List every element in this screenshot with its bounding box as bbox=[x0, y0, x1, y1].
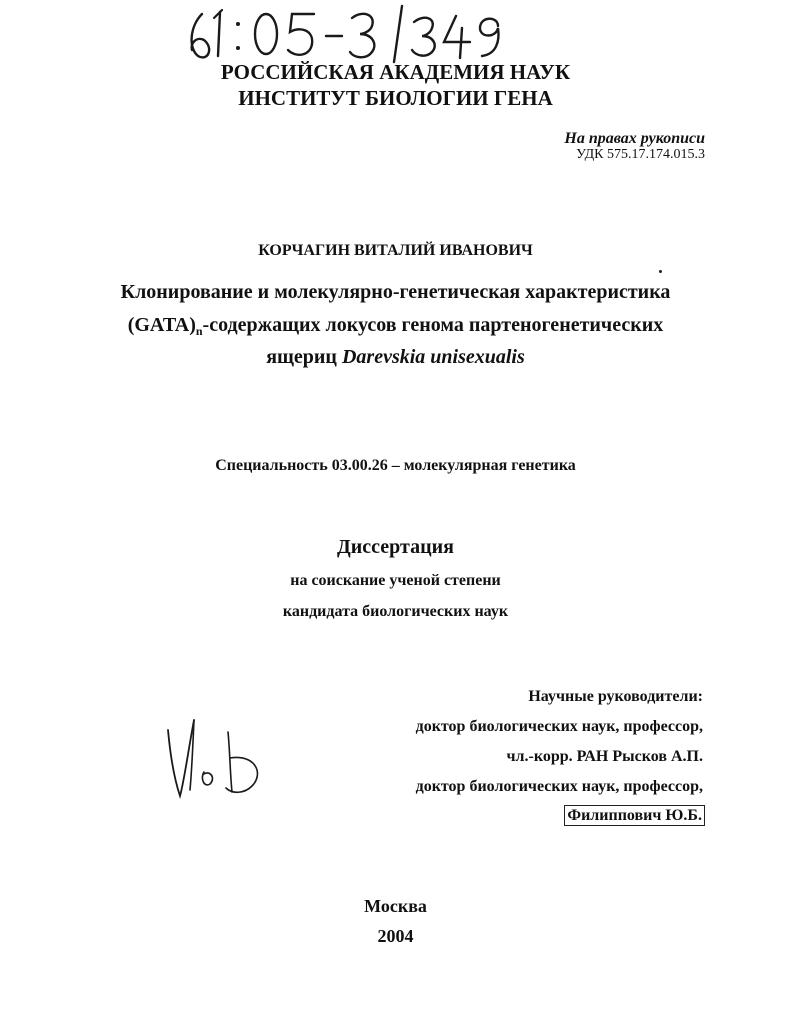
supervisor-2-name-boxed: Филиппович Ю.Б. bbox=[564, 805, 705, 826]
species-name: Darevskia unisexualis bbox=[341, 346, 525, 368]
title-line-2-suffix: -содержащих локусов генома партеногенетических bbox=[202, 314, 664, 336]
degree-purpose: на соискание ученой степени bbox=[290, 572, 501, 589]
handwritten-signature bbox=[160, 712, 270, 812]
supervisor-1-rank: доктор биологических наук, профессор, bbox=[415, 718, 703, 735]
title-line-3-prefix: ящериц bbox=[266, 346, 342, 368]
udk-code: УДК 575.17.174.015.3 bbox=[576, 147, 705, 162]
degree-name: кандидата биологических наук bbox=[282, 603, 509, 620]
supervisor-1-name: чл.-корр. РАН Рысков А.П. bbox=[506, 748, 703, 765]
manuscript-rights-note: На правах рукописи bbox=[564, 130, 705, 147]
thesis-title-line-1: Клонирование и молекулярно-генетическая характеристика bbox=[120, 281, 671, 303]
supervisors-heading: Научные руководители: bbox=[528, 688, 703, 705]
city: Москва bbox=[364, 896, 427, 916]
thesis-title-line-3 bbox=[0, 346, 791, 369]
year: 2004 bbox=[377, 926, 414, 946]
dissertation-heading: Диссертация bbox=[337, 536, 454, 558]
specialty: Специальность 03.00.26 – молекулярная генетика bbox=[215, 457, 576, 474]
supervisor-2-rank: доктор биологических наук, профессор, bbox=[415, 778, 703, 795]
organization-name: РОССИЙСКАЯ АКАДЕМИЯ НАУК bbox=[220, 60, 571, 84]
handwritten-archive-code bbox=[180, 4, 510, 64]
thesis-title-line-2 bbox=[0, 314, 791, 339]
author-name: КОРЧАГИН ВИТАЛИЙ ИВАНОВИЧ bbox=[258, 242, 533, 259]
ink-speck bbox=[659, 270, 662, 273]
title-gata-prefix: (GATA) bbox=[127, 314, 196, 336]
title-subscript: n bbox=[195, 324, 203, 338]
institute-name: ИНСТИТУТ БИОЛОГИИ ГЕНА bbox=[238, 86, 553, 110]
